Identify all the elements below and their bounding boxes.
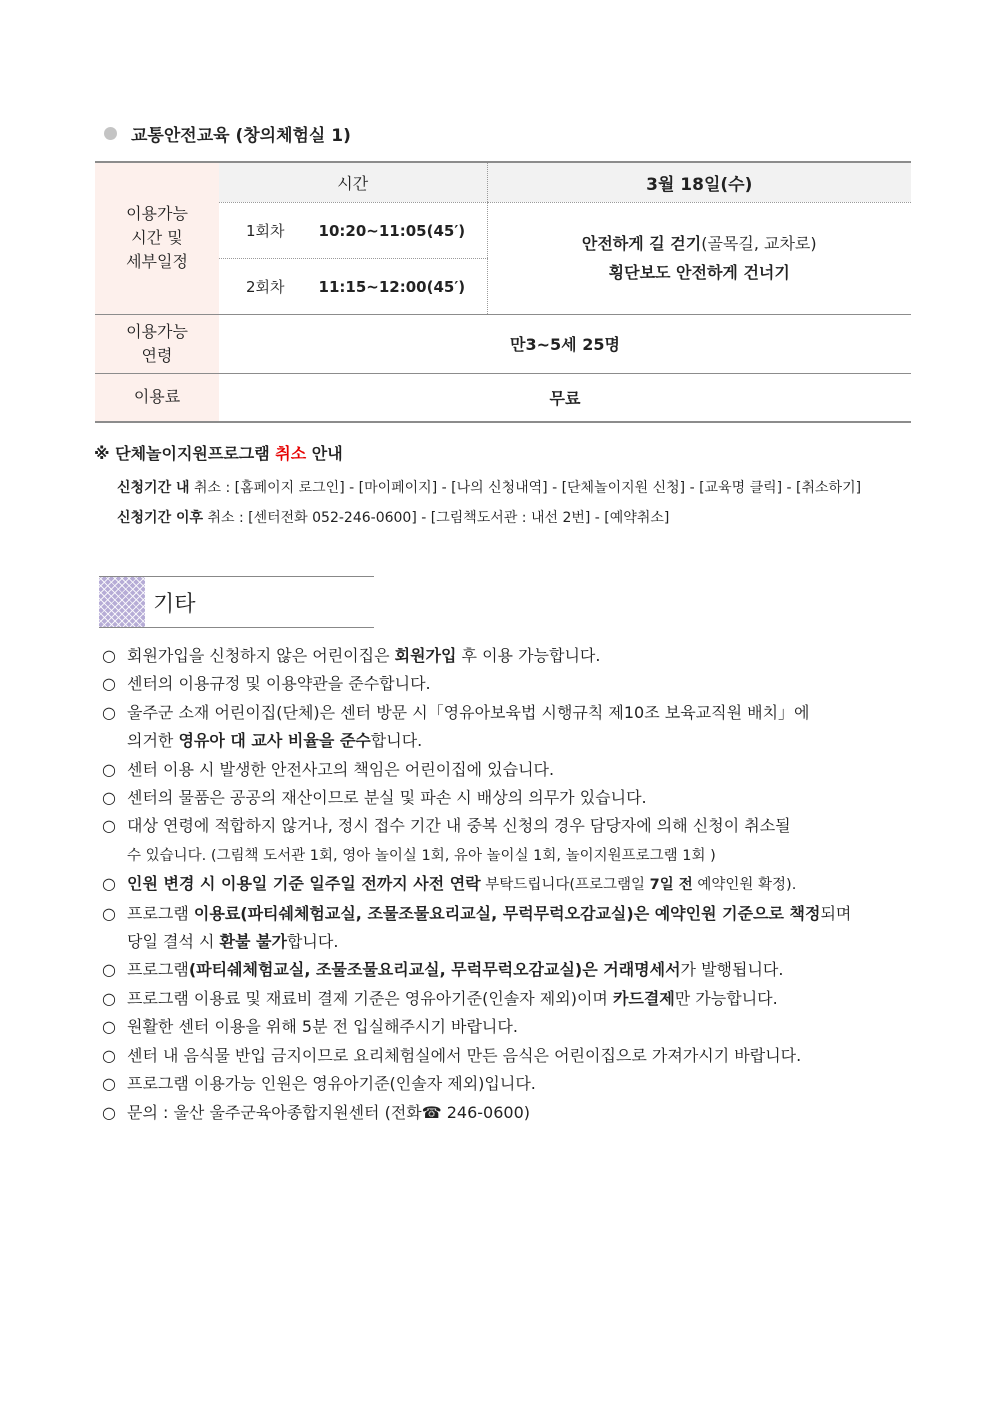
- item-bold: 7일 전: [649, 877, 693, 894]
- bullet-circle-icon: [104, 127, 117, 140]
- list-item: [102, 956, 902, 984]
- schedule-label-line: 시간 및: [131, 228, 183, 248]
- list-item: [102, 1070, 902, 1098]
- fee-label: 이용료: [95, 373, 219, 422]
- circle-bullet-icon: ○: [102, 988, 116, 1008]
- table-row: [95, 162, 911, 202]
- item-bold: (파티쉐체험교실, 조물조물요리교실, 무럭무럭오감교실)은 거래명세서: [188, 960, 681, 980]
- item-text: 수 있습니다. (그림책 도서관 1회, 영아 놀이실 1회, 유아 놀이실 1회, 놀이지원프로그램 1회 ): [127, 847, 716, 864]
- item-text: 회원가입을 신청하지 않은 어린이집은: [127, 646, 395, 665]
- time-header: 시간: [219, 162, 487, 202]
- schedule-table: [95, 161, 911, 423]
- content-rest: (골목길, 교차로): [701, 234, 817, 253]
- session-number: 1회차: [246, 221, 285, 240]
- item-text: 센터 이용 시 발생한 안전사고의 책임은 어린이집에 있습니다.: [127, 759, 555, 779]
- item-text: 가 발행됩니다.: [680, 960, 784, 980]
- item-bold: 카드결제: [612, 988, 675, 1008]
- item-text: 부탁드립니다(프로그램일: [480, 877, 650, 894]
- cancel-line-2: [117, 508, 669, 528]
- cancel-steps: 취소 : [홈페이지 로그인] - [마이페이지] - [나의 신청내역] - [단체놀이지원 신청] - [교육명 클릭] - [취소하기]: [189, 480, 862, 496]
- circle-bullet-icon: ○: [102, 702, 116, 722]
- list-item: [102, 870, 902, 899]
- circle-bullet-icon: ○: [102, 903, 116, 923]
- cancel-period-label: 신청기간 이후: [117, 510, 204, 526]
- list-item: [102, 670, 902, 698]
- notice-prefix: ※ 단체놀이지원프로그램: [94, 444, 276, 463]
- item-text: 합니다.: [370, 731, 423, 751]
- list-item-continuation: [102, 928, 902, 956]
- circle-bullet-icon: ○: [102, 674, 116, 694]
- table-row: [95, 314, 911, 373]
- content-line-1: [488, 229, 912, 258]
- circle-bullet-icon: ○: [102, 1045, 116, 1065]
- list-item-continuation: [102, 727, 902, 755]
- item-text: 센터 내 음식물 반입 금지이므로 요리체험실에서 만든 음식은 어린이집으로 가져가시기 바랍니다.: [127, 1045, 802, 1065]
- item-text: 프로그램: [127, 960, 189, 980]
- circle-bullet-icon: ○: [102, 874, 116, 894]
- item-text: 울주군 소재 어린이집(단체)은 센터 방문 시「영유아보육법 시행규칙 제10조 보육교직원 배치」에: [127, 702, 810, 722]
- age-label-line: 연령: [141, 345, 173, 365]
- circle-bullet-icon: ○: [102, 960, 116, 980]
- list-item-continuation: [102, 841, 902, 870]
- item-text: 대상 연령에 적합하지 않거나, 정시 접수 기간 내 중복 신청의 경우 담당자에 의해 신청이 취소될: [127, 816, 791, 836]
- list-item: [102, 900, 902, 928]
- item-bold: 회원가입: [394, 646, 457, 665]
- item-text: 예약인원 확정).: [692, 877, 797, 894]
- item-text: 후 이용 가능합니다.: [456, 646, 601, 665]
- circle-bullet-icon: ○: [102, 646, 116, 665]
- item-text: 합니다.: [286, 932, 339, 952]
- item-text: 되며: [820, 903, 852, 923]
- pattern-block-icon: [99, 577, 145, 627]
- list-item: [102, 784, 902, 812]
- item-text: 의거한: [127, 731, 179, 751]
- item-bold: 이용료(파티쉐체험교실, 조물조물요리교실, 무럭무럭오감교실)은 예약인원 기준으로 책정: [193, 903, 821, 923]
- item-bold: 인원 변경 시 이용일 기준 일주일 전까지 사전 연락: [127, 874, 481, 894]
- circle-bullet-icon: ○: [102, 1102, 116, 1122]
- session-time: 11:15~12:00(45′): [318, 277, 466, 296]
- item-text: 프로그램 이용가능 인원은 영유아기준(인솔자 제외)입니다.: [127, 1074, 536, 1094]
- age-value: 만3~5세 25명: [219, 314, 911, 373]
- circle-bullet-icon: ○: [102, 759, 116, 779]
- circle-bullet-icon: ○: [102, 816, 116, 836]
- cancel-line-1: [117, 478, 861, 498]
- schedule-label-line: 이용가능: [126, 204, 188, 224]
- item-text: 프로그램: [127, 903, 194, 923]
- age-label-cell: [95, 314, 219, 373]
- item-text: 만 가능합니다.: [674, 988, 778, 1008]
- list-item: [102, 1099, 902, 1127]
- session-1: [219, 202, 487, 258]
- list-item: [102, 1042, 902, 1070]
- circle-bullet-icon: ○: [102, 1017, 116, 1037]
- item-text: 프로그램 이용료 및 재료비 결제 기준은 영유아기준(인솔자 제외)이며: [127, 988, 613, 1008]
- age-label-line: 이용가능: [126, 321, 188, 341]
- schedule-label-cell: [95, 162, 219, 314]
- item-text: 원활한 센터 이용을 위해 5분 전 입실해주시기 바랍니다.: [127, 1017, 518, 1037]
- item-bold: 영유아 대 교사 비율을 준수: [178, 731, 371, 751]
- cancel-notice-title: [94, 441, 343, 467]
- notice-suffix: 안내: [306, 444, 343, 463]
- circle-bullet-icon: ○: [102, 1074, 116, 1094]
- misc-list: [102, 642, 902, 1127]
- list-item: [102, 1013, 902, 1041]
- item-text: 센터의 이용규정 및 이용약관을 준수합니다.: [127, 674, 431, 694]
- misc-section-header: [99, 576, 374, 628]
- section-title-text: 교통안전교육 (창의체험실 1): [131, 125, 351, 146]
- list-item: [102, 812, 902, 840]
- schedule-label-line: 세부일정: [126, 252, 188, 272]
- list-item: [102, 642, 902, 670]
- content-bold: 안전하게 길 걷기: [581, 234, 702, 253]
- notice-highlight: 취소: [275, 444, 307, 463]
- item-bold: 환불 불가: [219, 932, 287, 952]
- session-2: [219, 258, 487, 314]
- item-text: 당일 결석 시: [127, 932, 220, 952]
- circle-bullet-icon: ○: [102, 788, 116, 808]
- content-line-2: 횡단보도 안전하게 건너기: [608, 263, 790, 282]
- date-header: 3월 18일(수): [487, 162, 911, 202]
- item-text: 센터의 물품은 공공의 재산이므로 분실 및 파손 시 배상의 의무가 있습니다.: [127, 788, 647, 808]
- table-row: [95, 373, 911, 422]
- list-item: [102, 985, 902, 1013]
- misc-title: 기타: [153, 591, 196, 617]
- list-item: [102, 699, 902, 727]
- cancel-steps: 취소 : [센터전화 052-246-0600] - [그림책도서관 : 내선 2번] - [예약취소]: [203, 510, 670, 526]
- session-number: 2회차: [246, 277, 285, 296]
- fee-value: 무료: [219, 373, 911, 422]
- item-text: 문의 : 울산 울주군육아종합지원센터 (전화☎ 246-0600): [127, 1102, 531, 1122]
- cancel-period-label: 신청기간 내: [117, 480, 190, 496]
- section-title: [104, 120, 351, 146]
- session-time: 10:20~11:05(45′): [318, 221, 466, 240]
- list-item: [102, 756, 902, 784]
- program-content-cell: [487, 202, 911, 314]
